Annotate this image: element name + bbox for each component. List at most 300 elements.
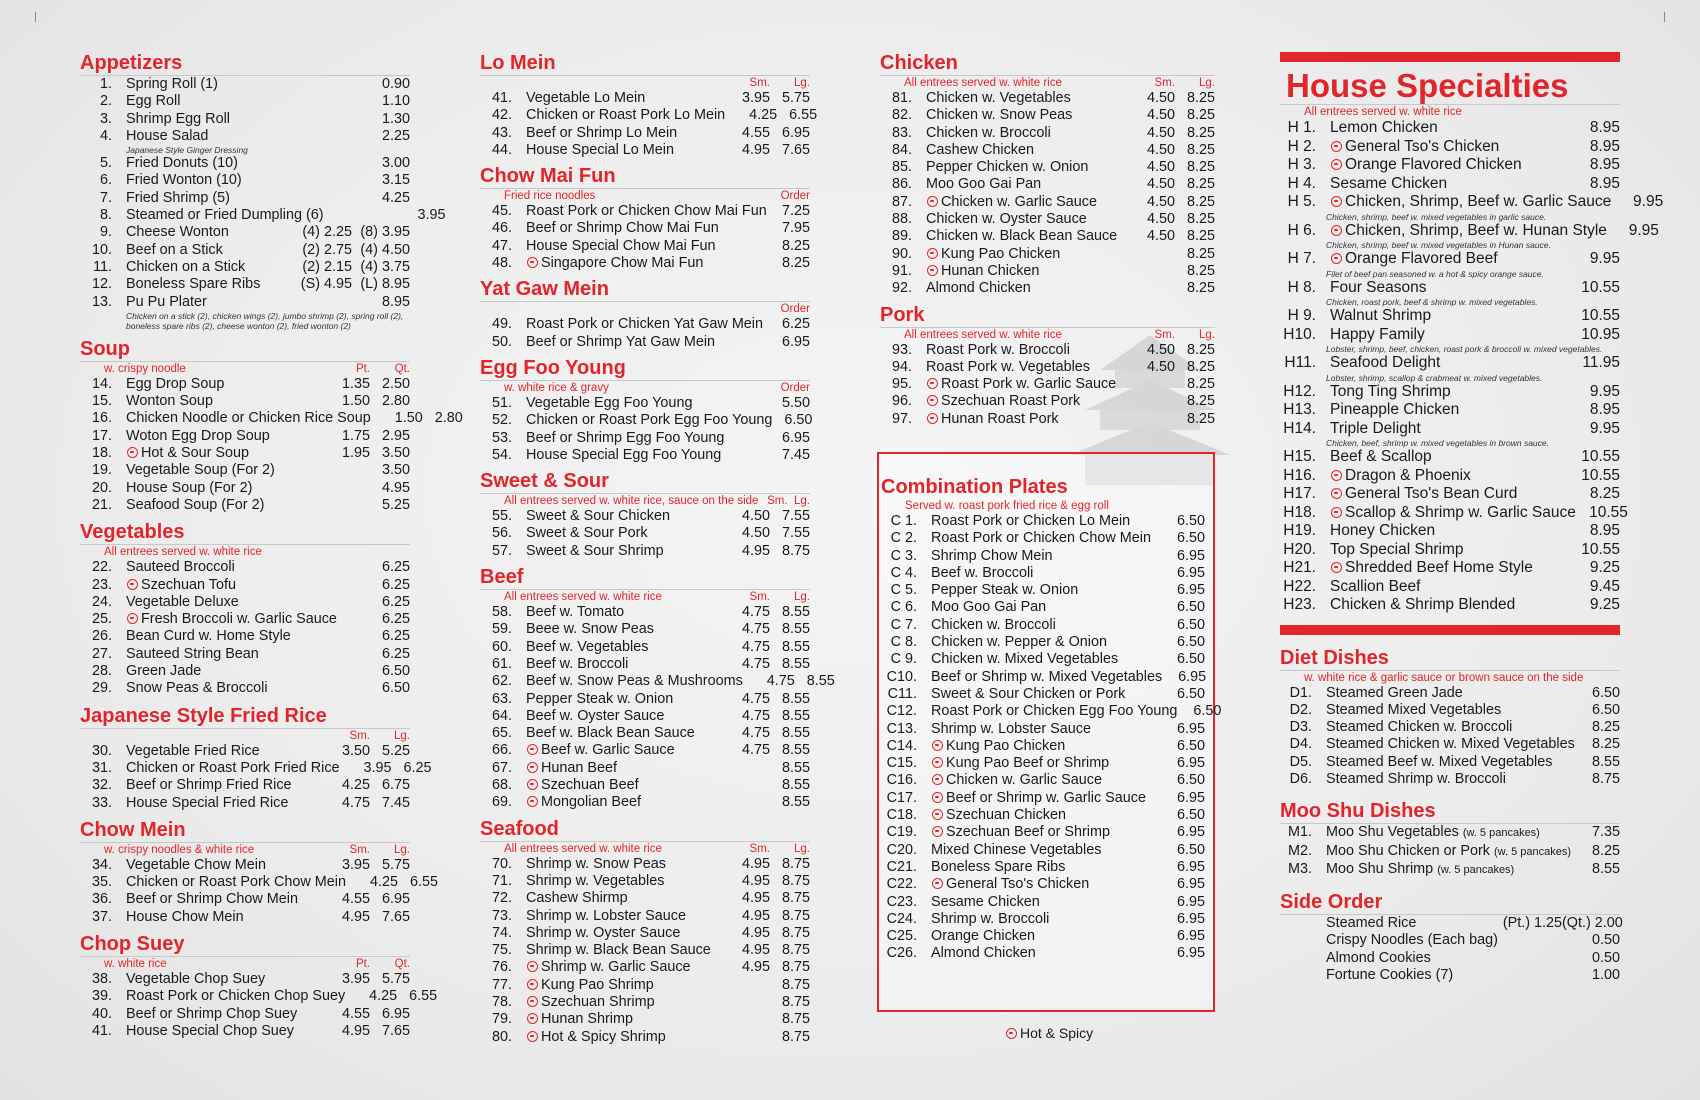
item-name-text: Pepper Steak w. Onion bbox=[931, 582, 1079, 599]
item-name-text: Snow Peas & Broccoli bbox=[126, 680, 268, 697]
item-name-text: Steamed Shrimp w. Broccoli bbox=[1326, 770, 1506, 787]
column-header-small: Sm. bbox=[749, 591, 770, 604]
section-title: Combination Plates bbox=[881, 476, 1068, 498]
item-name bbox=[1326, 843, 1580, 861]
menu-item bbox=[881, 565, 1205, 582]
item-name-text: Chicken w. Garlic Sauce bbox=[941, 193, 1097, 210]
item-number: 42. bbox=[491, 107, 512, 124]
menu-item bbox=[480, 621, 810, 638]
menu-item bbox=[881, 721, 1205, 738]
item-number: C25. bbox=[886, 928, 917, 945]
menu-item bbox=[881, 807, 1205, 824]
section-yat-gaw-mein bbox=[480, 278, 810, 351]
item-price: 1.10 bbox=[381, 93, 410, 110]
item-number: 29. bbox=[91, 680, 112, 697]
item-number: H19. bbox=[1283, 522, 1316, 539]
item-name-text: House Special Egg Foo Young bbox=[526, 446, 722, 463]
item-price: 3.00 bbox=[381, 155, 410, 172]
item-name-text: Cheese Wonton bbox=[126, 224, 229, 241]
item-name-text: Vegetable Lo Mein bbox=[526, 90, 646, 106]
item-name-text: Szechuan Beef or Shrimp bbox=[946, 824, 1110, 841]
menu-item bbox=[1280, 193, 1664, 212]
item-price-small: 4.75 bbox=[741, 604, 770, 621]
item-price: 8.25 bbox=[1186, 159, 1215, 176]
item-number: C12. bbox=[886, 703, 917, 720]
item-number: H 8. bbox=[1287, 278, 1316, 296]
menu-item bbox=[880, 411, 1215, 428]
menu-item bbox=[1280, 522, 1620, 541]
menu-item bbox=[80, 759, 432, 777]
item-price: 8.55 bbox=[781, 621, 810, 638]
item-name bbox=[1330, 559, 1568, 578]
item-name bbox=[926, 142, 1123, 159]
item-price: 8.55 bbox=[1591, 753, 1620, 770]
menu-item bbox=[881, 513, 1205, 530]
menu-item bbox=[480, 959, 810, 976]
item-price: 8.75 bbox=[781, 993, 810, 1010]
item-price: 8.75 bbox=[781, 890, 810, 907]
item-name bbox=[1330, 401, 1568, 420]
item-name bbox=[931, 599, 1161, 616]
item-price: 9.95 bbox=[1633, 193, 1664, 210]
item-price-small: 4.50 bbox=[1146, 124, 1175, 141]
menu-item bbox=[80, 93, 410, 110]
item-name-text: Sauteed Broccoli bbox=[126, 559, 235, 576]
menu-item bbox=[881, 824, 1205, 841]
item-price: 8.25 bbox=[1186, 141, 1215, 158]
menu-item bbox=[480, 890, 810, 907]
menu-item bbox=[80, 172, 410, 189]
item-number: 86. bbox=[891, 176, 912, 193]
item-name bbox=[526, 1029, 718, 1046]
menu-item bbox=[881, 703, 1222, 720]
column-header-small: Pt. bbox=[355, 957, 370, 970]
section-title: Chow Mai Fun bbox=[480, 165, 810, 189]
item-name-text: Chicken w. Mixed Vegetables bbox=[931, 651, 1119, 668]
item-name bbox=[126, 646, 370, 663]
section-title: Vegetables bbox=[80, 521, 410, 545]
menu-item bbox=[1280, 401, 1620, 420]
item-number: 92. bbox=[891, 280, 912, 297]
menu-item bbox=[881, 945, 1205, 962]
item-name-text: Chicken w. Black Bean Sauce bbox=[926, 228, 1118, 245]
item-name bbox=[931, 859, 1161, 876]
item-number: 32. bbox=[91, 777, 112, 794]
item-name bbox=[126, 795, 318, 812]
menu-item bbox=[881, 876, 1205, 893]
menu-item bbox=[80, 777, 410, 794]
item-price: 8.75 bbox=[781, 959, 810, 976]
item-price: 8.25 bbox=[1186, 211, 1215, 228]
item-name bbox=[126, 891, 318, 908]
item-price: 8.25 bbox=[1186, 228, 1215, 245]
item-name-text: Chicken or Roast Pork Egg Foo Young bbox=[526, 412, 773, 429]
item-number: 96. bbox=[891, 393, 912, 410]
item-number: C20. bbox=[886, 841, 917, 858]
item-price-small: 3.50 bbox=[341, 742, 370, 759]
item-name bbox=[526, 942, 718, 959]
item-price: 6.50 bbox=[1176, 599, 1205, 616]
item-price-small: 4.25 bbox=[369, 988, 398, 1005]
item-number: D5. bbox=[1289, 753, 1312, 770]
item-name bbox=[526, 691, 718, 708]
section-moo-shu bbox=[1280, 800, 1620, 879]
item-price: 8.55 bbox=[781, 604, 810, 621]
section-note: All entrees served w. white rice, sauce on the side bbox=[504, 495, 759, 508]
item-name-text: Beef w. Garlic Sauce bbox=[541, 742, 675, 759]
item-number: 17. bbox=[91, 427, 112, 444]
legend-label: Hot & Spicy bbox=[1020, 1025, 1094, 1041]
menu-item bbox=[1280, 541, 1620, 560]
item-name bbox=[526, 908, 718, 925]
item-name bbox=[526, 203, 770, 220]
item-name bbox=[931, 911, 1161, 928]
item-name bbox=[931, 842, 1161, 859]
item-name-text: Seafood Soup (For 2) bbox=[126, 496, 265, 513]
hot-pepper-icon bbox=[127, 579, 138, 590]
item-price: 6.55 bbox=[789, 107, 818, 124]
item-name bbox=[926, 194, 1123, 211]
item-name-text: Sesame Chicken bbox=[931, 893, 1040, 910]
item-price-small: 4.50 bbox=[1146, 228, 1175, 245]
item-name bbox=[1326, 771, 1580, 788]
item-name-text: Roast Pork w. Garlic Sauce bbox=[941, 376, 1117, 393]
item-name-text: Roast Pork or Chicken Chow Mai Fun bbox=[526, 203, 767, 220]
item-number: D4. bbox=[1289, 736, 1312, 753]
item-name bbox=[931, 945, 1161, 962]
item-number: 76. bbox=[491, 959, 512, 976]
menu-item bbox=[1280, 843, 1620, 861]
item-name bbox=[1330, 250, 1568, 269]
item-name bbox=[1326, 736, 1580, 753]
item-name bbox=[931, 548, 1161, 565]
item-name bbox=[1326, 967, 1498, 984]
item-name-text: Chicken w. Vegetables bbox=[926, 90, 1071, 106]
item-description: Chicken, beef, shrimp w. mixed vegetables in brown sauce. bbox=[1326, 438, 1550, 448]
item-name bbox=[1330, 596, 1568, 615]
item-name-text: Szechuan Shrimp bbox=[541, 993, 655, 1010]
item-price: 7.55 bbox=[781, 525, 810, 542]
item-name-text: General Tso's Chicken bbox=[946, 876, 1090, 893]
item-price: 6.95 bbox=[1176, 928, 1205, 945]
menu-item bbox=[1280, 420, 1620, 439]
item-name-text: House Salad bbox=[126, 127, 209, 144]
menu-item bbox=[80, 445, 410, 462]
item-name-text: Dragon & Phoenix bbox=[1345, 466, 1471, 484]
item-number: 25. bbox=[91, 611, 112, 628]
item-number: 88. bbox=[891, 211, 912, 228]
item-name bbox=[126, 462, 318, 479]
menu-item bbox=[80, 795, 410, 812]
item-number: 73. bbox=[491, 907, 512, 924]
menu-item bbox=[480, 760, 810, 777]
menu-item bbox=[480, 142, 810, 159]
item-number: C15. bbox=[886, 755, 917, 772]
section-subheader bbox=[80, 843, 410, 857]
item-name bbox=[926, 411, 1123, 428]
menu-item bbox=[80, 628, 410, 645]
menu-item bbox=[80, 594, 410, 611]
item-price-small: 4.55 bbox=[341, 891, 370, 908]
section-fried-rice bbox=[80, 704, 432, 812]
item-name bbox=[1330, 119, 1568, 138]
item-price-small: 1.95 bbox=[341, 445, 370, 462]
item-number: H 7. bbox=[1287, 250, 1316, 267]
item-number: 65. bbox=[491, 725, 512, 742]
item-name-text: Singapore Chow Mai Fun bbox=[541, 255, 704, 272]
menu-item bbox=[1280, 932, 1620, 949]
menu-item bbox=[880, 280, 1215, 297]
item-name-text: Roast Pork or Chicken Yat Gaw Mein bbox=[526, 316, 764, 333]
item-description: Chicken, shrimp, beef w. mixed vegetables in Hunan sauce. bbox=[1326, 240, 1551, 250]
item-name bbox=[126, 760, 340, 777]
menu-item bbox=[1280, 578, 1620, 597]
menu-item bbox=[1280, 156, 1620, 175]
item-price: 8.75 bbox=[781, 907, 810, 924]
item-number: 12. bbox=[91, 276, 112, 293]
item-name bbox=[126, 777, 318, 794]
item-number: H12. bbox=[1283, 382, 1316, 400]
item-name bbox=[126, 497, 318, 514]
section-egg-foo-young bbox=[480, 356, 813, 464]
item-price-small: 4.75 bbox=[341, 794, 370, 811]
item-name bbox=[931, 772, 1161, 789]
item-number: 46. bbox=[491, 220, 512, 237]
item-price: 9.45 bbox=[1589, 577, 1620, 595]
section-note bbox=[480, 302, 770, 316]
section-chow-mai-fun bbox=[480, 165, 810, 272]
section-lo-mein bbox=[480, 52, 818, 159]
item-price-small: 4.75 bbox=[741, 655, 770, 672]
item-number: 5. bbox=[99, 155, 112, 172]
item-name bbox=[926, 263, 1123, 280]
item-name bbox=[926, 107, 1123, 124]
item-price: 6.50 bbox=[1176, 513, 1205, 529]
item-name-text: Roast Pork w. Broccoli bbox=[926, 341, 1070, 358]
hot-pepper-icon bbox=[1331, 159, 1342, 170]
item-price: 6.25 bbox=[381, 593, 410, 610]
menu-item bbox=[480, 742, 810, 759]
item-name bbox=[126, 155, 288, 172]
item-price: 9.95 bbox=[1589, 250, 1620, 267]
item-number: 91. bbox=[891, 262, 912, 279]
item-number: C11. bbox=[887, 685, 917, 702]
item-name bbox=[526, 742, 718, 759]
item-name bbox=[126, 445, 318, 462]
item-number: 11. bbox=[93, 258, 112, 275]
item-price: 8.25 bbox=[1186, 124, 1215, 141]
menu-item bbox=[80, 577, 410, 594]
item-name-text: Chicken & Shrimp Blended bbox=[1330, 596, 1516, 613]
section-note bbox=[80, 729, 318, 743]
item-price: 6.95 bbox=[381, 1005, 410, 1022]
item-price: 1.00 bbox=[1591, 967, 1620, 984]
item-name-text: Steamed Chicken w. Mixed Vegetables bbox=[1326, 736, 1575, 753]
section-subheader bbox=[80, 729, 410, 743]
item-number: C26. bbox=[886, 945, 917, 962]
section-subheader bbox=[480, 302, 810, 316]
item-price-small: 4.75 bbox=[741, 638, 770, 655]
item-price: 3.50 bbox=[381, 445, 410, 462]
item-name bbox=[931, 617, 1161, 634]
item-name bbox=[526, 1011, 718, 1028]
item-price: 6.50 bbox=[1176, 737, 1205, 754]
item-number: 39. bbox=[91, 988, 112, 1005]
item-price: (Qt.) 2.00 bbox=[1562, 915, 1623, 932]
hot-spicy-legend bbox=[1005, 1025, 1093, 1041]
item-name-text: Chicken Noodle or Chicken Rice Soup bbox=[126, 410, 371, 427]
item-price: 8.25 bbox=[781, 255, 810, 272]
item-number: H 9. bbox=[1287, 307, 1316, 324]
item-name-text: Chicken or Roast Pork Lo Mein bbox=[526, 107, 726, 124]
section-seafood bbox=[480, 818, 810, 1046]
item-name bbox=[1330, 307, 1568, 326]
menu-item bbox=[480, 447, 810, 464]
item-price: 6.95 bbox=[781, 333, 810, 350]
item-name bbox=[126, 971, 318, 988]
item-name bbox=[931, 703, 1177, 720]
item-name-text: Shrimp w. Black Bean Sauce bbox=[526, 942, 711, 959]
item-name bbox=[526, 238, 770, 255]
section-title: Seafood bbox=[480, 818, 810, 842]
menu-item bbox=[480, 656, 810, 673]
item-price: 8.25 bbox=[1186, 358, 1215, 375]
item-price: 6.95 bbox=[1176, 720, 1205, 737]
item-number: C17. bbox=[886, 789, 917, 806]
hot-pepper-icon bbox=[1006, 1028, 1017, 1039]
item-name-text: Chicken or Roast Pork Fried Rice bbox=[126, 759, 340, 776]
item-number: D2. bbox=[1289, 701, 1312, 718]
item-price-small: 4.75 bbox=[766, 673, 795, 690]
item-price-small: 4.95 bbox=[741, 959, 770, 976]
item-price-small: 4.75 bbox=[741, 707, 770, 724]
item-name-text: Beef or Shrimp Chow Mein bbox=[126, 891, 298, 908]
item-price: 8.55 bbox=[781, 777, 810, 794]
item-price: 11.95 bbox=[1582, 354, 1620, 371]
item-description: Chicken, shrimp, beef w. mixed vegetables in garlic sauce. bbox=[1326, 211, 1547, 222]
item-name-text: Wonton Soup bbox=[126, 393, 213, 410]
item-price: 6.95 bbox=[1176, 876, 1205, 893]
section-subheader bbox=[1280, 105, 1620, 119]
menu-item bbox=[80, 462, 410, 479]
menu-item bbox=[480, 334, 810, 351]
item-name bbox=[126, 428, 318, 445]
menu-item bbox=[80, 874, 438, 891]
item-name bbox=[1330, 193, 1611, 212]
item-name-text: Szechuan Roast Pork bbox=[941, 393, 1081, 410]
item-price: 8.55 bbox=[781, 759, 810, 776]
item-number: 89. bbox=[891, 228, 912, 245]
item-name-text: Beef w. Vegetables bbox=[526, 638, 649, 655]
item-name-text: Roast Pork w. Vegetables bbox=[926, 358, 1090, 375]
item-note: (w. 5 pancakes) bbox=[1462, 827, 1540, 840]
item-name-text: Triple Delight bbox=[1330, 419, 1421, 437]
item-price: 8.25 bbox=[1591, 842, 1620, 859]
item-name-text: Egg Roll bbox=[126, 93, 181, 110]
item-name bbox=[526, 142, 718, 159]
item-price: 8.75 bbox=[1591, 770, 1620, 787]
column-header-small: Sm. bbox=[767, 495, 788, 508]
item-name-text: Sauteed String Bean bbox=[126, 645, 259, 662]
menu-item bbox=[1280, 685, 1620, 702]
item-number: 94. bbox=[891, 358, 912, 375]
item-number: C19. bbox=[886, 824, 917, 841]
item-number: C 5. bbox=[890, 582, 917, 599]
crop-mark bbox=[1664, 12, 1665, 22]
item-name bbox=[126, 207, 324, 224]
menu-item bbox=[1280, 467, 1620, 486]
section-note: Served w. roast pork fried rice & egg roll bbox=[905, 500, 1109, 512]
item-name-text: Hunan Shrimp bbox=[541, 1011, 633, 1028]
item-name bbox=[926, 228, 1123, 245]
item-name bbox=[931, 634, 1161, 651]
item-number: 63. bbox=[491, 690, 512, 707]
menu-item bbox=[80, 663, 410, 680]
item-name-text: Chicken on a Stick bbox=[126, 258, 246, 275]
item-name bbox=[926, 211, 1123, 228]
item-price: 8.95 bbox=[1589, 119, 1620, 136]
item-name bbox=[526, 543, 718, 560]
item-name bbox=[1330, 522, 1568, 541]
item-name-text: Top Special Shrimp bbox=[1330, 540, 1464, 558]
item-description: Filet of beef pan seasoned w. a hot & spicy orange sauce. bbox=[1326, 268, 1544, 279]
item-name bbox=[1330, 326, 1568, 345]
item-name-text: Beef or Shrimp Fried Rice bbox=[126, 777, 292, 794]
hot-pepper-icon bbox=[527, 961, 538, 972]
item-name-text: Vegetable Egg Foo Young bbox=[526, 394, 693, 411]
menu-item bbox=[480, 107, 818, 124]
menu-item bbox=[881, 582, 1205, 599]
item-price: 8.55 bbox=[781, 725, 810, 742]
item-price-small: 4.95 bbox=[741, 890, 770, 907]
item-price: 5.50 bbox=[781, 394, 810, 411]
item-price-small: 4.50 bbox=[1146, 341, 1175, 358]
item-number: 7. bbox=[99, 189, 112, 206]
item-name-text: Orange Flavored Beef bbox=[1345, 250, 1498, 267]
item-name-text: Egg Drop Soup bbox=[126, 375, 225, 392]
item-name bbox=[526, 760, 718, 777]
item-price-small: 4.55 bbox=[341, 1005, 370, 1022]
item-price-small: 4.50 bbox=[1146, 176, 1175, 193]
item-name-text: Hot & Sour Soup bbox=[141, 445, 249, 462]
item-price: 2.80 bbox=[434, 410, 463, 427]
item-name bbox=[126, 611, 370, 628]
hot-pepper-icon bbox=[927, 413, 938, 424]
item-name-text: Crispy Noodles (Each bag) bbox=[1326, 932, 1498, 949]
hot-pepper-icon bbox=[527, 979, 538, 990]
menu-item bbox=[80, 680, 410, 697]
menu-item bbox=[1280, 736, 1620, 753]
item-name bbox=[126, 909, 318, 926]
item-name bbox=[931, 530, 1161, 547]
item-price: 10.55 bbox=[1581, 448, 1620, 465]
item-note: (w. 5 pancakes) bbox=[1437, 863, 1515, 876]
column-header-small: Sm. bbox=[749, 77, 770, 89]
item-price: 6.95 bbox=[1176, 789, 1205, 806]
item-price-small: 4.50 bbox=[1146, 90, 1175, 106]
item-name-text: Green Jade bbox=[126, 663, 202, 680]
item-name bbox=[526, 621, 718, 638]
item-price: 9.25 bbox=[1589, 596, 1620, 613]
item-price: 6.25 bbox=[403, 759, 432, 776]
item-number: C18. bbox=[886, 807, 917, 824]
item-price: 10.95 bbox=[1581, 325, 1620, 343]
item-price: 8.55 bbox=[781, 638, 810, 655]
menu-item bbox=[881, 599, 1205, 616]
item-name-text: Orange Chicken bbox=[931, 928, 1035, 945]
menu-item bbox=[480, 942, 810, 959]
item-name bbox=[526, 639, 718, 656]
